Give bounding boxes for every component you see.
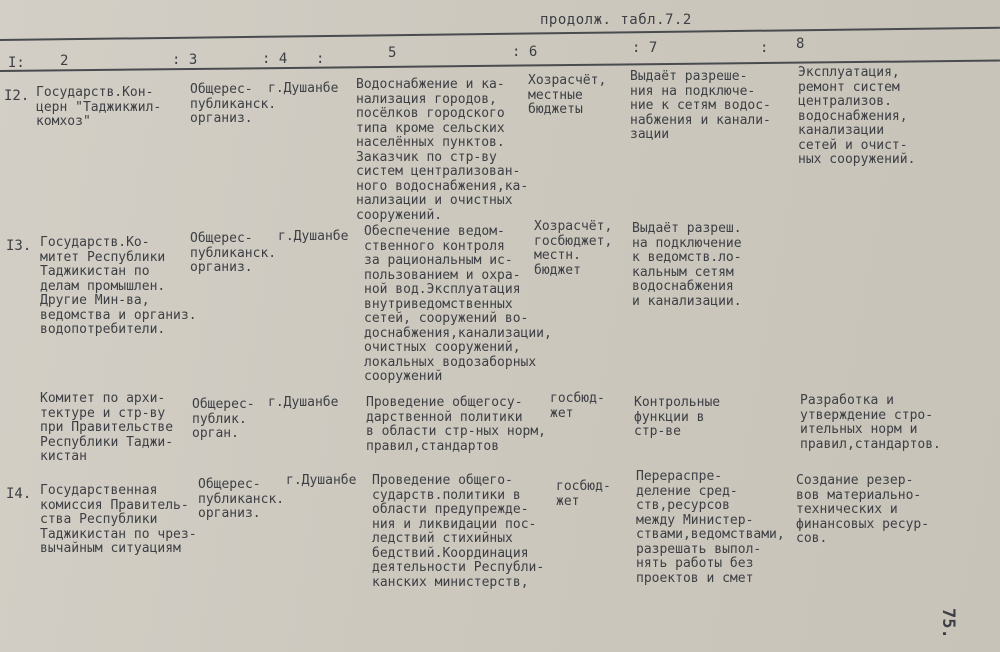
header-col-5: 5: [388, 45, 397, 61]
cell-location: г.Душанбе: [278, 229, 349, 244]
cell-location: г.Душанбе: [268, 81, 339, 96]
cell-permits: Перераспре- деление сред- ств,ресурсов между Министер- ствами,ведомствами, разрешать выпол- нять работы без проектов и смет: [636, 469, 785, 586]
row-number: I2.: [4, 88, 30, 104]
cell-level: Общерес- публиканск. организ.: [190, 82, 277, 126]
cell-financing: Хозрасчёт, местные бюджеты: [528, 73, 607, 117]
header-col-6: : 6: [512, 44, 538, 60]
cell-location: г.Душанбе: [268, 395, 339, 410]
header-col-8: 8: [796, 36, 805, 52]
cell-operations: Эксплуатация, ремонт систем централизов. водоснабжения, канализации сетей и очист- ных сооружений.: [798, 65, 916, 167]
cell-functions: Проведение общегосу- дарственной политики в области стр-ных норм, правил,стандартов: [366, 395, 547, 454]
table-continuation-caption: продолж. табл.7.2: [540, 12, 692, 28]
header-col-4: : 4: [262, 51, 288, 67]
cell-financing: Хозрасчёт, госбюджет, местн. бюджет: [534, 219, 613, 278]
cell-permits: Выдаёт разреш. на подключение к ведомств.ло- кальным сетям водоснабжения и канализации.: [632, 221, 742, 309]
cell-organization: Государств.Кон- церн "Таджикжил- комхоз": [36, 85, 162, 129]
cell-location: г.Душанбе: [286, 473, 357, 488]
header-sep-4: :: [316, 51, 325, 67]
cell-organization: Государственная комиссия Правитель- ства Республики Таджикистан по чрез- вычайным ситуациям: [40, 483, 197, 556]
cell-operations: Разработка и утверждение стро- ительных норм и правил,стандартов.: [800, 393, 941, 452]
header-top-rule: [0, 27, 1000, 41]
cell-operations: Создание резер- вов материально- технических и финансовых ресур- сов.: [796, 473, 930, 546]
cell-functions: Водоснабжение и ка- нализация городов, посёлков городского типа кроме сельских населённых пунктов. Заказчик по стр-ву систем централизован- ного водоснабжения,ка- нализации и очистных сооружений.: [356, 77, 529, 223]
header-col-7: : 7: [632, 40, 658, 56]
row-number: I3.: [6, 238, 32, 254]
cell-functions: Проведение общего- сударств.политики в области предупрежде- ния и ликвидации пос- ледствий стихийных бедствий.Координация деятельности Республи- канских министерств,: [372, 473, 545, 590]
cell-functions: Обеспечение ведом- ственного контроля за рациональным ис- пользованием и охра- ной вод.Эксплуатация внутриведомственных сетей, сооружений во- доснабжения,канализации, очистных сооружений, локальных водозаборных сооружений: [364, 224, 552, 384]
cell-permits: Выдаёт разреше- ния на подключе- ние к сетям водос- набжения и канали- зации: [630, 69, 771, 142]
cell-level: Общерес- публиканск. организ.: [198, 477, 285, 521]
header-col-3: : 3: [172, 52, 198, 68]
header-sep-7: :: [760, 40, 769, 56]
header-col-2: 2: [60, 53, 69, 69]
cell-financing: госбюд- жет: [550, 391, 605, 421]
cell-level: Общерес- публик. орган.: [192, 397, 255, 441]
header-col-1: I:: [8, 55, 25, 71]
row-number: I4.: [6, 486, 32, 502]
cell-level: Общерес- публиканск. организ.: [190, 231, 277, 275]
page-number: 75.: [938, 608, 958, 639]
cell-organization: Государств.Ко- митет Республики Таджикистан по делам промышлен. Другие Мин-ва, ведомства и организ. водопотребители.: [40, 235, 197, 337]
cell-organization: Комитет по архи- тектуре и стр-ву при Правительстве Республики Таджи- кистан: [40, 391, 174, 464]
cell-financing: госбюд- жет: [556, 479, 611, 509]
cell-permits: Контрольные функции в стр-ве: [634, 395, 721, 439]
